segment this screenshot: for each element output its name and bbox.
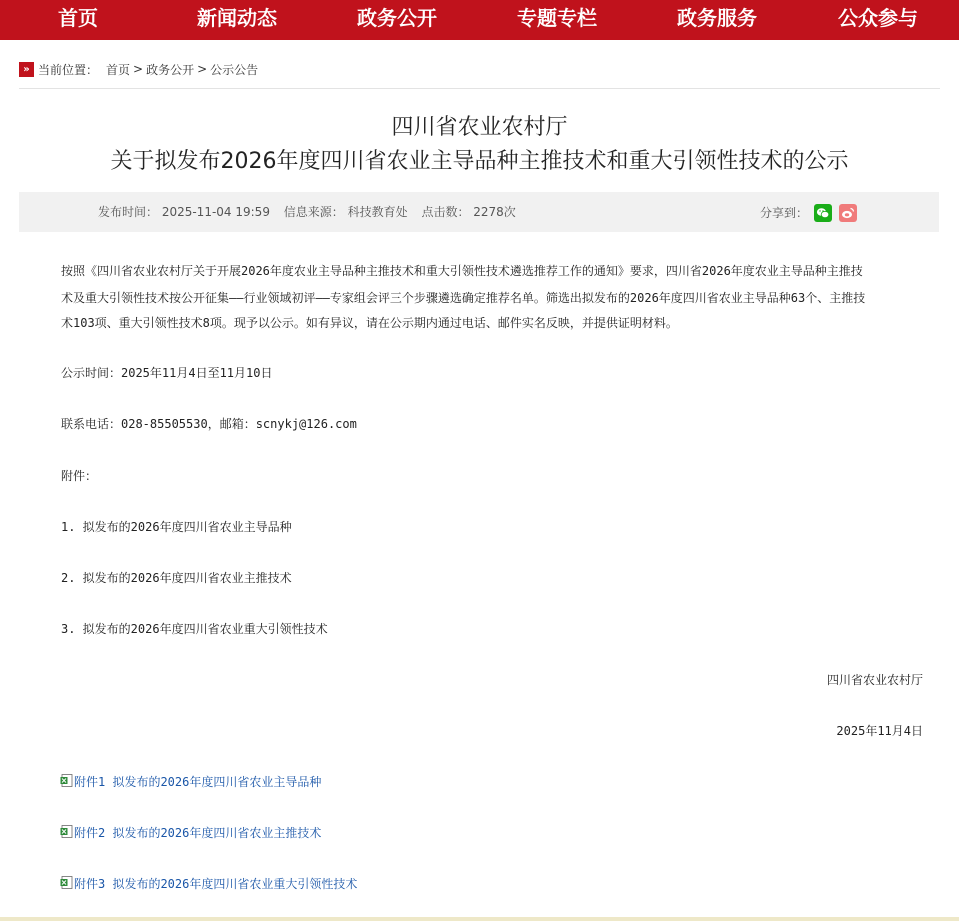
attachment-link-text[interactable]: 附件2 拟发布的2026年度四川省农业主推技术 bbox=[74, 826, 322, 840]
breadcrumb-announcements[interactable]: 公示公告 bbox=[210, 62, 259, 77]
article-title: 关于拟发布2026年度四川省农业主导品种主推技术和重大引领性技术的公示 bbox=[110, 149, 849, 174]
breadcrumb-government-affairs[interactable]: 政务公开 bbox=[146, 62, 195, 77]
info-source: 信息来源： 科技教育处 bbox=[283, 205, 408, 219]
attachment-link[interactable] bbox=[60, 824, 321, 841]
excel-file-icon bbox=[60, 876, 73, 889]
list-item: 3. 拟发布的2026年度四川省农业重大引领性技术 bbox=[61, 622, 328, 636]
wechat-icon[interactable] bbox=[814, 204, 832, 222]
list-item: 1. 拟发布的2026年度四川省农业主导品种 bbox=[61, 520, 292, 534]
article-meta-bar bbox=[19, 192, 939, 232]
signature-date: 2025年11月4日 bbox=[836, 724, 923, 738]
breadcrumb bbox=[19, 60, 258, 78]
divider bbox=[19, 88, 940, 89]
share-label: 分享到： bbox=[760, 206, 809, 220]
excel-file-icon bbox=[60, 774, 73, 787]
publish-time: 发布时间： 2025-11-04 19:59 bbox=[98, 205, 270, 219]
signature: 四川省农业农村厅 bbox=[826, 673, 923, 687]
paragraph-line: 术及重大引领性技术按公开征集——行业领域初评——专家组会评三个步骤遴选确定推荐名单。筛选出拟发布的2026年度四川省农业主导品种63个、主推技 bbox=[61, 291, 866, 305]
attachment-link-text[interactable]: 附件1 拟发布的2026年度四川省农业主导品种 bbox=[74, 775, 322, 789]
attachments-label: 附件： bbox=[61, 469, 98, 483]
nav-government-affairs[interactable]: 政务公开 bbox=[357, 6, 437, 30]
page-bottom-border bbox=[0, 917, 959, 921]
nav-government-services[interactable]: 政务服务 bbox=[677, 6, 757, 30]
nav-special-topics[interactable]: 专题专栏 bbox=[517, 6, 597, 30]
excel-file-icon bbox=[60, 825, 73, 838]
paragraph-line: 术103项、重大引领性技术8项。现予以公示。如有异议，请在公示期内通过电话、邮件实名反映，并提供证明材料。 bbox=[61, 316, 678, 330]
breadcrumb-separator: > bbox=[197, 62, 208, 76]
publicity-period: 公示时间：2025年11月4日至11月10日 bbox=[61, 366, 273, 380]
attachment-link[interactable] bbox=[60, 875, 357, 892]
contact-info: 联系电话：028-85505530，邮箱：scnykj@126.com bbox=[61, 417, 357, 431]
nav-news[interactable]: 新闻动态 bbox=[197, 6, 277, 30]
paragraph-line: 按照《四川省农业农村厅关于开展2026年度农业主导品种主推技术和重大引领性技术遴选推荐工作的通知》要求，四川省2026年度农业主导品种主推技 bbox=[61, 264, 863, 278]
weibo-icon[interactable] bbox=[839, 204, 857, 222]
double-chevron-right-icon: » bbox=[19, 62, 34, 77]
top-navigation bbox=[0, 0, 959, 40]
breadcrumb-label: 当前位置： bbox=[38, 62, 99, 77]
breadcrumb-home[interactable]: 首页 bbox=[106, 62, 131, 77]
article-meta-info bbox=[98, 192, 526, 232]
attachment-link[interactable] bbox=[60, 773, 321, 790]
attachment-link-text[interactable]: 附件3 拟发布的2026年度四川省农业重大引领性技术 bbox=[74, 877, 358, 891]
list-item: 2. 拟发布的2026年度四川省农业主推技术 bbox=[61, 571, 292, 585]
nav-public-participation[interactable]: 公众参与 bbox=[838, 6, 918, 30]
click-count: 点击数： 2278次 bbox=[421, 205, 516, 219]
breadcrumb-separator: > bbox=[133, 62, 144, 76]
nav-home[interactable]: 首页 bbox=[58, 6, 98, 30]
article-title-org: 四川省农业农村厅 bbox=[391, 115, 568, 140]
